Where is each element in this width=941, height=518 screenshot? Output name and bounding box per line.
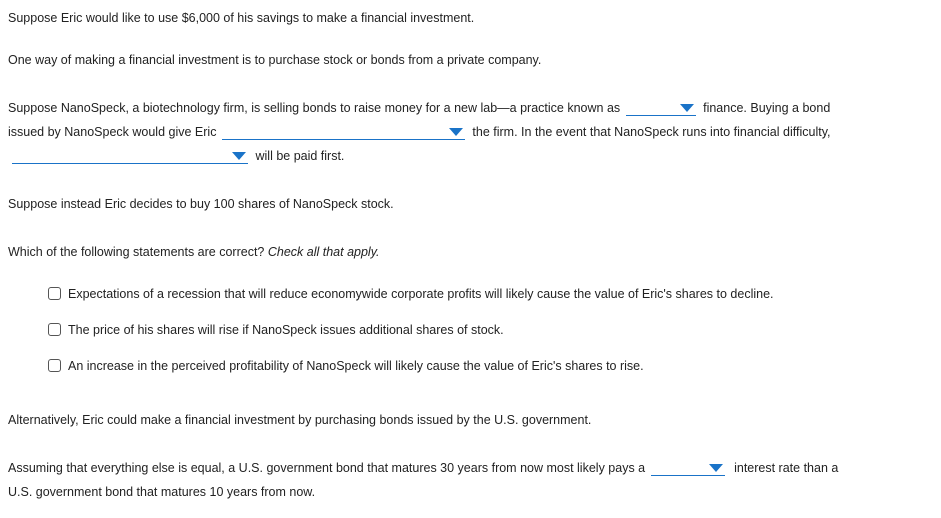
intro-text: Suppose Eric would like to use $6,000 of his savings to make a financial investment. xyxy=(8,11,475,25)
nanospeck-text-3: issued by NanoSpeck would give Eric xyxy=(8,125,217,139)
paid-first-dropdown[interactable] xyxy=(12,148,248,164)
option-row-3[interactable] xyxy=(48,358,644,374)
option-row-2[interactable] xyxy=(48,322,504,338)
option-row-1[interactable] xyxy=(48,286,774,302)
nanospeck-paragraph-line-1 xyxy=(8,100,830,116)
option-label-2: The price of his shares will rise if NanoSpeck issues additional shares of stock. xyxy=(68,323,504,337)
govt-question-line-1 xyxy=(8,460,838,476)
finance-type-dropdown[interactable] xyxy=(626,100,696,116)
nanospeck-text-1: Suppose NanoSpeck, a biotechnology firm, is selling bonds to raise money for a new lab—a practice known as xyxy=(8,101,621,115)
stock-text: Suppose instead Eric decides to buy 100 shares of NanoSpeck stock. xyxy=(8,197,394,211)
govt-question-text-3: U.S. government bond that matures 10 years from now. xyxy=(8,485,316,499)
intro-text-2: One way of making a financial investment is to purchase stock or bonds from a private company. xyxy=(8,53,542,67)
nanospeck-text-4: the firm. In the event that NanoSpeck runs into financial difficulty, xyxy=(472,125,831,139)
interest-rate-dropdown[interactable] xyxy=(651,460,725,476)
nanospeck-text-5: will be paid first. xyxy=(255,149,345,163)
question-text: Which of the following statements are correct? xyxy=(8,245,265,259)
govt-question-text-1: Assuming that everything else is equal, a U.S. government bond that matures 30 years from now most likely pays a xyxy=(8,461,646,475)
checkbox-option-2[interactable] xyxy=(48,323,61,336)
checkbox-option-1[interactable] xyxy=(48,287,61,300)
question-instruction: Check all that apply. xyxy=(267,245,380,259)
chevron-down-icon xyxy=(232,152,246,160)
chevron-down-icon xyxy=(449,128,463,136)
checkbox-option-3[interactable] xyxy=(48,359,61,372)
bond-ownership-dropdown[interactable] xyxy=(222,124,465,140)
question-prompt xyxy=(8,244,380,260)
govt-text: Alternatively, Eric could make a financial investment by purchasing bonds issued by the U.S. government. xyxy=(8,413,592,427)
govt-question-text-2: interest rate than a xyxy=(734,461,839,475)
nanospeck-text-2: finance. Buying a bond xyxy=(703,101,831,115)
chevron-down-icon xyxy=(680,104,694,112)
option-label-3: An increase in the perceived profitability of NanoSpeck will likely cause the value of Eric's shares to rise. xyxy=(68,359,644,373)
chevron-down-icon xyxy=(709,464,723,472)
nanospeck-paragraph-line-3 xyxy=(12,148,344,164)
option-label-1: Expectations of a recession that will reduce economywide corporate profits will likely cause the value of Eric's shares to decline. xyxy=(68,287,774,301)
nanospeck-paragraph-line-2 xyxy=(8,124,831,140)
